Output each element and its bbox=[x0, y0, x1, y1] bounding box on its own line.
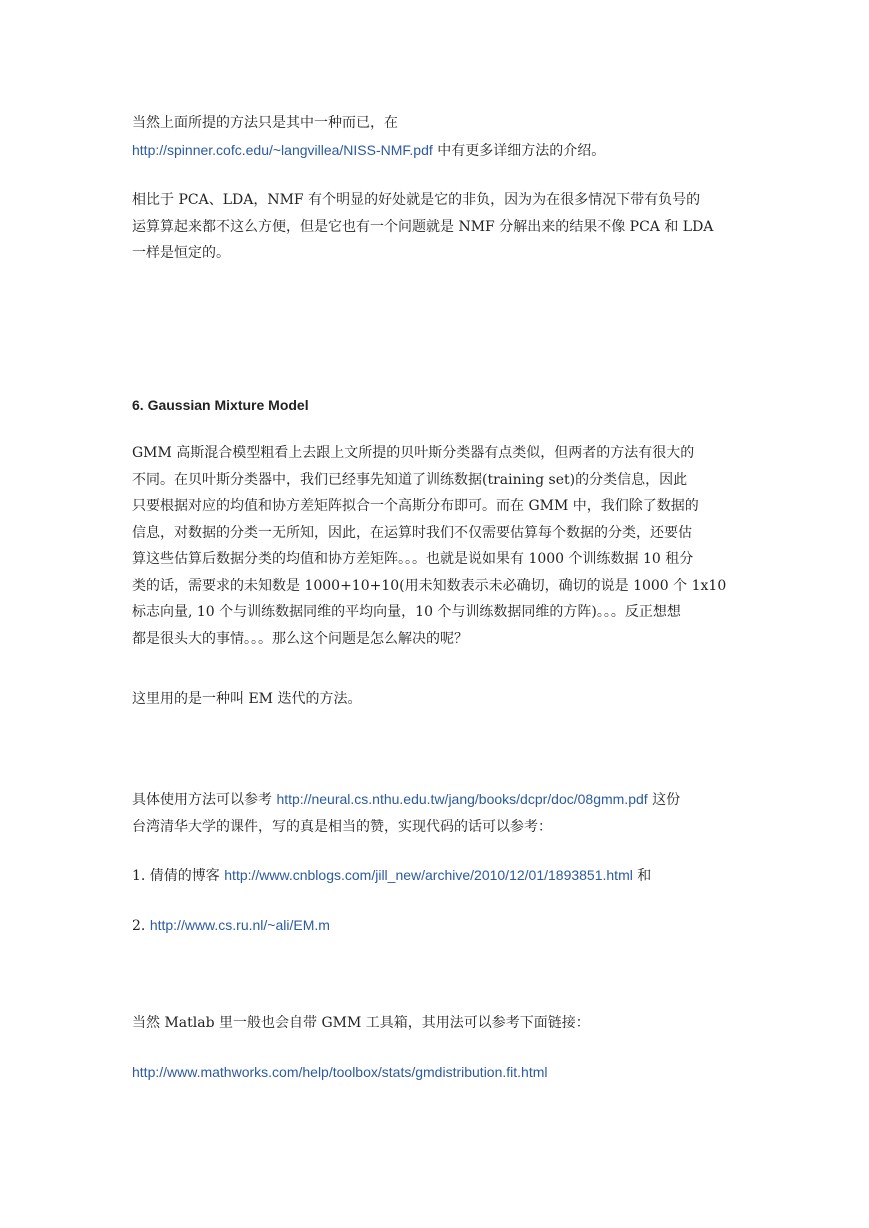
intro-line-1: 当然上面所提的方法只是其中一种而已，在 bbox=[132, 115, 398, 131]
code-ref-item-2 bbox=[132, 912, 740, 940]
gmm-line: GMM 高斯混合模型粗看上去跟上文所提的贝叶斯分类器有点类似，但两者的方法有很大的 bbox=[132, 445, 695, 461]
code-ref-1-prefix: 1. 倩倩的博客 bbox=[132, 868, 225, 884]
reference-prefix: 具体使用方法可以参考 bbox=[132, 792, 277, 808]
intro-line-2 bbox=[132, 137, 740, 165]
comparison-line-1: 相比于 PCA、LDA，NMF 有个明显的好处就是它的非负，因为为在很多情况下带有负号的 bbox=[132, 192, 701, 208]
comparison-line-2: 运算算起来都不这么方便，但是它也有一个问题就是 NMF 分解出来的结果不像 PCA 和 LDA bbox=[132, 218, 714, 235]
gmm-line: 类的话，需要求的未知数是 1000+10+10(用未知数表示未必确切，确切的说是 1000 个 1x10 bbox=[132, 577, 727, 594]
section-heading: 6. Gaussian Mixture Model bbox=[132, 397, 309, 413]
reference-suffix: 这份 bbox=[647, 792, 681, 808]
reference-paragraph bbox=[132, 786, 740, 840]
code-ref-item-1 bbox=[132, 862, 740, 890]
mathworks-gmdistribution-link[interactable]: http://www.mathworks.com/help/toolbox/stats/gmdistribution.fit.html bbox=[132, 1064, 548, 1080]
em-sentence: 这里用的是一种叫 EM 迭代的方法。 bbox=[132, 691, 362, 707]
matlab-link-paragraph bbox=[132, 1059, 740, 1087]
nthu-gmm-pdf-link[interactable]: http://neural.cs.nthu.edu.tw/jang/books/dcpr/doc/08gmm.pdf bbox=[276, 791, 648, 807]
cnblogs-link[interactable]: http://www.cnblogs.com/jill_new/archive/2010/12/01/1893851.html bbox=[224, 867, 633, 883]
code-ref-1-suffix: 和 bbox=[632, 868, 652, 884]
code-ref-2-prefix: 2. bbox=[132, 918, 150, 934]
intro-line-2-suffix: 中有更多详细方法的介绍。 bbox=[432, 142, 606, 159]
comparison-line-3: 一样是恒定的。 bbox=[132, 245, 230, 261]
gmm-line: 标志向量, 10 个与训练数据同维的平均向量，10 个与训练数据同维的方阵)。。。反正想想 bbox=[132, 604, 681, 620]
gmm-line: 算这些估算后数据分类的均值和协方差矩阵。。。也就是说如果有 1000 个训练数据 10 租分 bbox=[132, 551, 694, 567]
nmf-comparison-paragraph bbox=[132, 187, 740, 267]
gmm-paragraph bbox=[132, 440, 740, 652]
intro-paragraph bbox=[132, 110, 740, 164]
nmf-pdf-link[interactable]: http://spinner.cofc.edu/~langvillea/NISS-NMF.pdf bbox=[132, 141, 433, 158]
em-m-link[interactable]: http://www.cs.ru.nl/~ali/EM.m bbox=[149, 917, 330, 933]
gmm-line: 只要根据对应的均值和协方差矩阵拟合一个高斯分布即可。而在 GMM 中，我们除了数据的 bbox=[132, 498, 699, 514]
matlab-sentence: 当然 Matlab 里一般也会自带 GMM 工具箱，其用法可以参考下面链接： bbox=[132, 1015, 590, 1031]
reference-line-1 bbox=[132, 786, 740, 814]
gmm-line: 都是很头大的事情。。。那么这个问题是怎么解决的呢？ bbox=[132, 630, 468, 647]
reference-line-2: 台湾清华大学的课件，写的真是相当的赞，实现代码的话可以参考： bbox=[132, 818, 552, 835]
gmm-line: 不同。在贝叶斯分类器中，我们已经事先知道了训练数据(training set)的分类信息，因此 bbox=[132, 471, 688, 488]
gmm-line: 信息，对数据的分类一无所知，因此，在运算时我们不仅需要估算每个数据的分类，还要估 bbox=[132, 524, 692, 541]
